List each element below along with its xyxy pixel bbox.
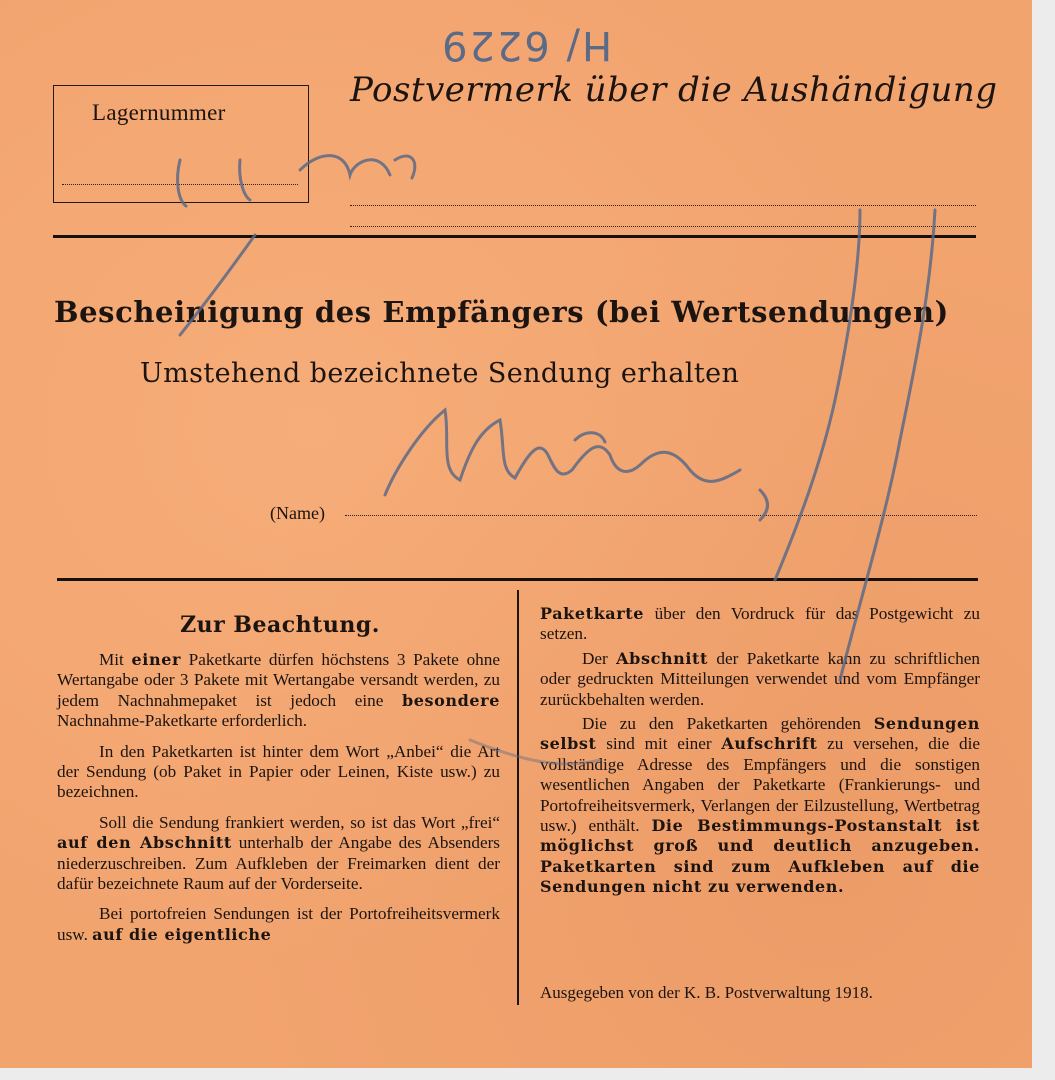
stamp-mark: H/ 6229 bbox=[440, 22, 613, 68]
name-dotted-line bbox=[345, 515, 977, 516]
right-paragraph-1: Paketkarte über den Vordruck für das Postgewicht zu setzen. bbox=[540, 604, 980, 644]
lagernummer-dotted-line bbox=[62, 184, 298, 185]
pencil-mark-4 bbox=[395, 156, 415, 178]
pencil-mark-right-1 bbox=[775, 210, 860, 580]
signature-loop bbox=[575, 433, 605, 442]
left-paragraph-1: Mit einer Paketkarte dürfen höchstens 3 Pakete ohne Wertangabe oder 3 Pakete mit Wertangabe versandt werden, zu jedem Nachnahmepaket ist jedoch eine besondere Nachnahme-Paketkarte erforderlich. bbox=[57, 650, 500, 731]
divider-middle bbox=[57, 578, 978, 581]
right-paragraph-2: Der Abschnitt der Paketkarte kann zu schriftlichen oder gedruckten Mitteilungen verwendet und vom Empfänger zurückbehalten werden. bbox=[540, 648, 980, 709]
signature-stroke bbox=[385, 410, 740, 495]
lagernummer-label: Lagernummer bbox=[92, 100, 226, 125]
pencil-mark-3 bbox=[300, 156, 390, 175]
beachtung-heading: Zur Beachtung. bbox=[180, 612, 380, 638]
issued-by-footer: Ausgegeben von der K. B. Postverwaltung 1918. bbox=[540, 983, 873, 1002]
beachtung-right-column bbox=[540, 604, 980, 898]
name-label: (Name) bbox=[270, 503, 325, 523]
column-divider bbox=[517, 590, 519, 1005]
left-paragraph-2: In den Paketkarten ist hinter dem Wort „Anbei“ die Art der Sendung (ob Paket in Papier oder Leinen, Kiste usw.) zu bezeichnen. bbox=[57, 741, 500, 802]
divider-top bbox=[53, 235, 976, 238]
right-paragraph-3: Die zu den Paketkarten gehörenden Sendungen selbst sind mit einer Aufschrift zu versehen, die die vollständige Adresse des Empfängers und die sonstigen wesentlichen Angaben der Paketkarte (Frankierungs- und Portofreiheitsvermerk, Verlangen der Eilzustellung, Wertbetrag usw.) enthält. Die Bestimmungs-Postanstalt ist möglichst groß und deutlich anzugeben. Paketkarten sind zum Aufkleben auf die Sendungen nicht zu verwenden. bbox=[540, 714, 980, 897]
postvermerk-title: Postvermerk über die Aushändigung bbox=[350, 70, 998, 110]
left-paragraph-4: Bei portofreien Sendungen ist der Portofreiheitsvermerk usw. auf die eigentliche bbox=[57, 904, 500, 944]
bescheinigung-subheading: Umstehend bezeichnete Sendung erhalten bbox=[140, 358, 740, 389]
lagernummer-box bbox=[53, 85, 309, 203]
bescheinigung-heading: Bescheinigung des Empfängers (bei Wertsendungen) bbox=[54, 295, 949, 329]
beachtung-left-column bbox=[57, 650, 500, 945]
left-paragraph-3: Soll die Sendung frankiert werden, so ist das Wort „frei“ auf den Abschnitt unterhalb der Angabe des Absenders niederzuschreiben. Zum Aufkleben der Freimarken dient der dafür bezeichnete Raum auf der Vorderseite. bbox=[57, 812, 500, 894]
postvermerk-dotted-line-2 bbox=[350, 226, 976, 227]
postvermerk-dotted-line-1 bbox=[350, 205, 976, 206]
